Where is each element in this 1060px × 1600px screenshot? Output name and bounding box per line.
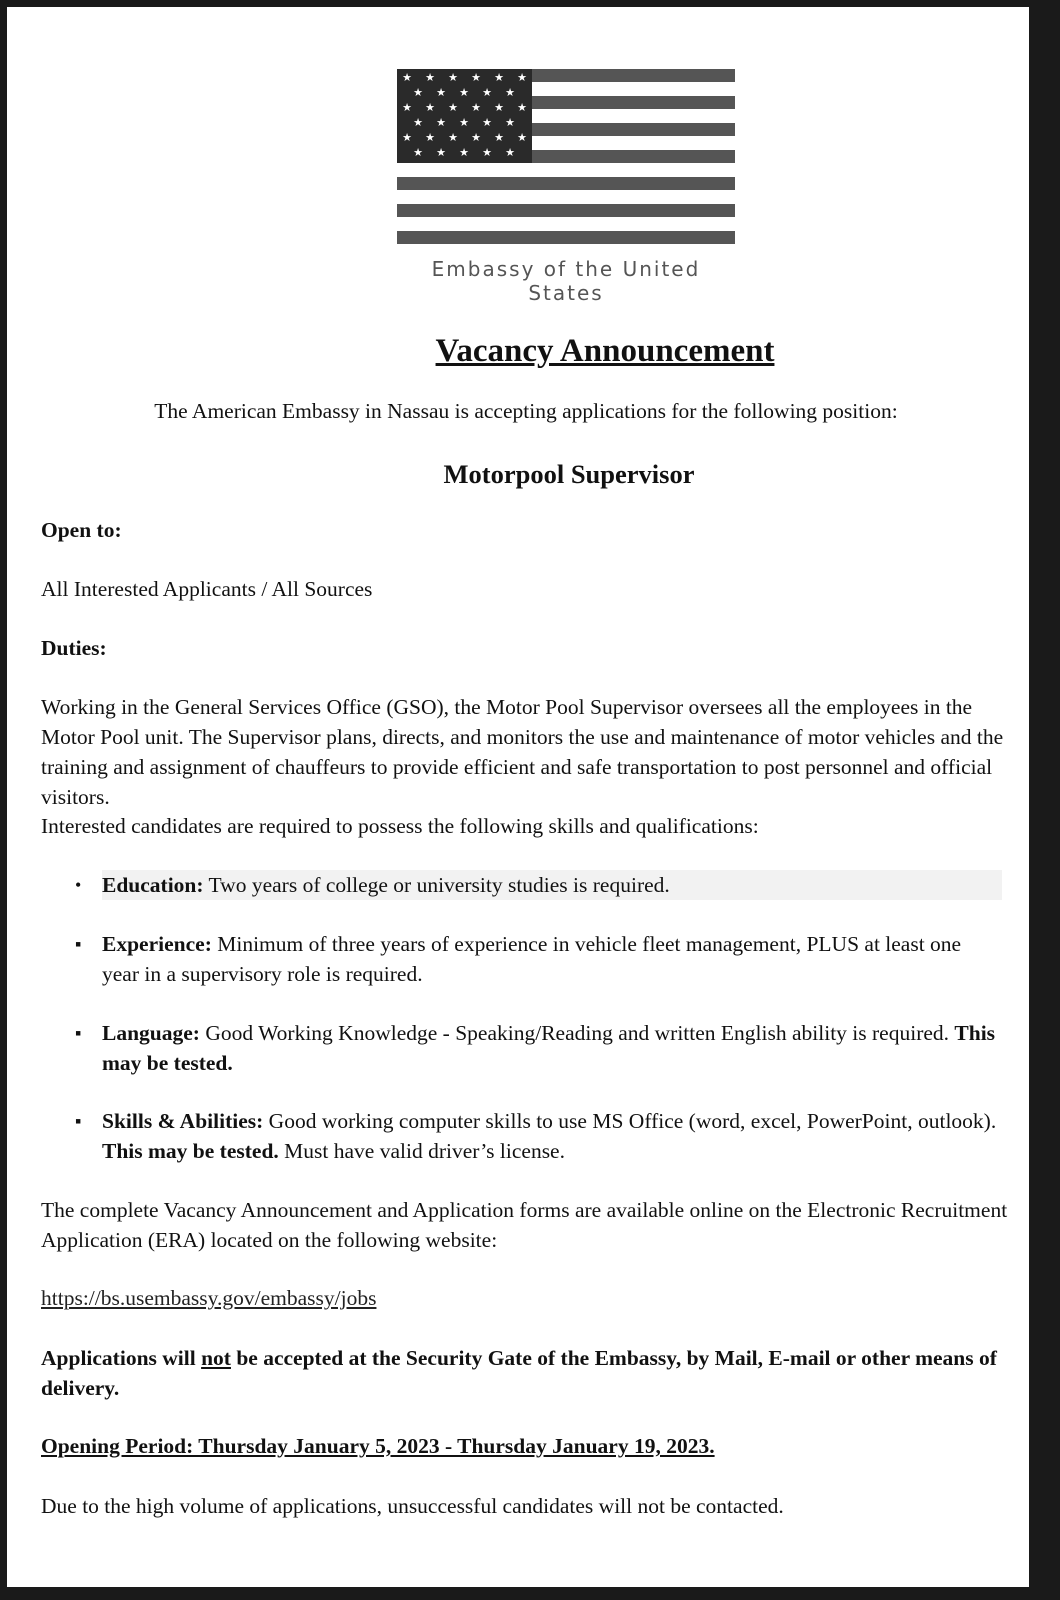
embassy-caption: Embassy of the United States — [431, 257, 701, 305]
svg-text:★: ★ — [482, 116, 492, 129]
opening-period: Opening Period: Thursday January 5, 2023 - Thursday January 19, 2023. — [41, 1434, 715, 1458]
qualification-tail: Must have valid driver’s license. — [278, 1139, 565, 1163]
duties-heading: Duties: — [41, 636, 107, 660]
svg-text:★: ★ — [413, 86, 423, 99]
footer-note: Due to the high volume of applications, unsuccessful candidates will not be contacted. — [41, 1494, 784, 1518]
svg-text:★: ★ — [505, 146, 515, 159]
svg-text:★: ★ — [436, 146, 446, 159]
bullet: ▪ — [75, 1023, 82, 1043]
jobs-link-row — [41, 1283, 1011, 1313]
qualification-label: Experience: — [102, 932, 212, 956]
qualification-body: Good working computer skills to use MS Office (word, excel, PowerPoint, outlook). — [263, 1109, 997, 1133]
svg-text:★: ★ — [517, 71, 527, 84]
svg-text:★: ★ — [517, 101, 527, 114]
open-to-text: All Interested Applicants / All Sources — [41, 577, 373, 601]
svg-text:★: ★ — [494, 131, 504, 144]
bullet: ▪ — [75, 1111, 82, 1131]
svg-text:★: ★ — [482, 146, 492, 159]
svg-text:★: ★ — [436, 86, 446, 99]
page-title: Vacancy Announcement — [435, 333, 775, 369]
svg-text:★: ★ — [425, 131, 435, 144]
qualification-text — [102, 1018, 1002, 1078]
notice-part-2: be accepted at the Security Gate of the Embassy, by Mail, E-mail or other means of delivery. — [41, 1346, 997, 1400]
svg-text:★: ★ — [471, 71, 481, 84]
svg-text:★: ★ — [425, 71, 435, 84]
qualification-tested-note: This may be tested. — [102, 1139, 279, 1163]
svg-text:★: ★ — [436, 116, 446, 129]
announcement-page — [7, 7, 1029, 1587]
us-flag-logo — [397, 69, 735, 249]
qualification-label: Education: — [102, 873, 204, 897]
submission-notice — [41, 1343, 1011, 1403]
qualification-tested-note: This may be tested. — [102, 1021, 996, 1075]
svg-text:★: ★ — [402, 71, 412, 84]
svg-text:★: ★ — [413, 146, 423, 159]
qualification-label: Skills & Abilities: — [102, 1109, 264, 1133]
svg-text:★: ★ — [402, 101, 412, 114]
qualification-text — [102, 870, 1002, 900]
svg-text:★: ★ — [459, 86, 469, 99]
jobs-website-link[interactable]: https://bs.usembassy.gov/embassy/jobs — [41, 1286, 377, 1310]
qualification-text — [102, 1106, 1002, 1166]
duties-text: Working in the General Services Office (GSO), the Motor Pool Supervisor oversees all the employees in the Motor Pool unit. The Supervisor plans, directs, and monitors the use and maintenance of motor vehicles and the training and assignment of chauffeurs to provide efficient and safe transportation to post personnel and official visitors. — [41, 695, 1004, 809]
intro-text: The American Embassy in Nassau is accepting applications for the following position: — [154, 399, 898, 423]
svg-text:★: ★ — [494, 71, 504, 84]
svg-text:★: ★ — [517, 131, 527, 144]
notice-part-1: Applications will — [41, 1346, 202, 1370]
svg-text:★: ★ — [413, 116, 423, 129]
svg-text:★: ★ — [471, 101, 481, 114]
application-text: The complete Vacancy Announcement and Application forms are available online on the Electronic Recruitment Application (ERA) located on the following website: — [41, 1198, 1008, 1252]
qualification-body: Two years of college or university studies is required. — [203, 873, 670, 897]
qualification-label: Language: — [102, 1021, 200, 1045]
open-to-heading: Open to: — [41, 518, 122, 542]
notice-emphasis: not — [201, 1346, 231, 1370]
qualification-body: Minimum of three years of experience in vehicle fleet management, PLUS at least one year in a supervisory role is required. — [102, 932, 962, 986]
qualification-text — [102, 929, 1002, 989]
svg-text:★: ★ — [448, 101, 458, 114]
svg-text:★: ★ — [425, 101, 435, 114]
svg-text:★: ★ — [448, 71, 458, 84]
svg-text:★: ★ — [482, 86, 492, 99]
bullet: • — [75, 875, 82, 895]
svg-text:★: ★ — [471, 131, 481, 144]
qualifications-intro: Interested candidates are required to possess the following skills and qualifications: — [41, 814, 759, 838]
svg-text:★: ★ — [494, 101, 504, 114]
svg-text:★: ★ — [505, 86, 515, 99]
bullet: ▪ — [75, 934, 82, 954]
svg-text:★: ★ — [459, 146, 469, 159]
qualification-body: Good Working Knowledge - Speaking/Reading and written English ability is required. — [199, 1021, 955, 1045]
svg-text:★: ★ — [402, 131, 412, 144]
position-title: Motorpool Supervisor — [443, 459, 695, 489]
svg-text:★: ★ — [459, 116, 469, 129]
svg-text:★: ★ — [505, 116, 515, 129]
svg-text:★: ★ — [448, 131, 458, 144]
